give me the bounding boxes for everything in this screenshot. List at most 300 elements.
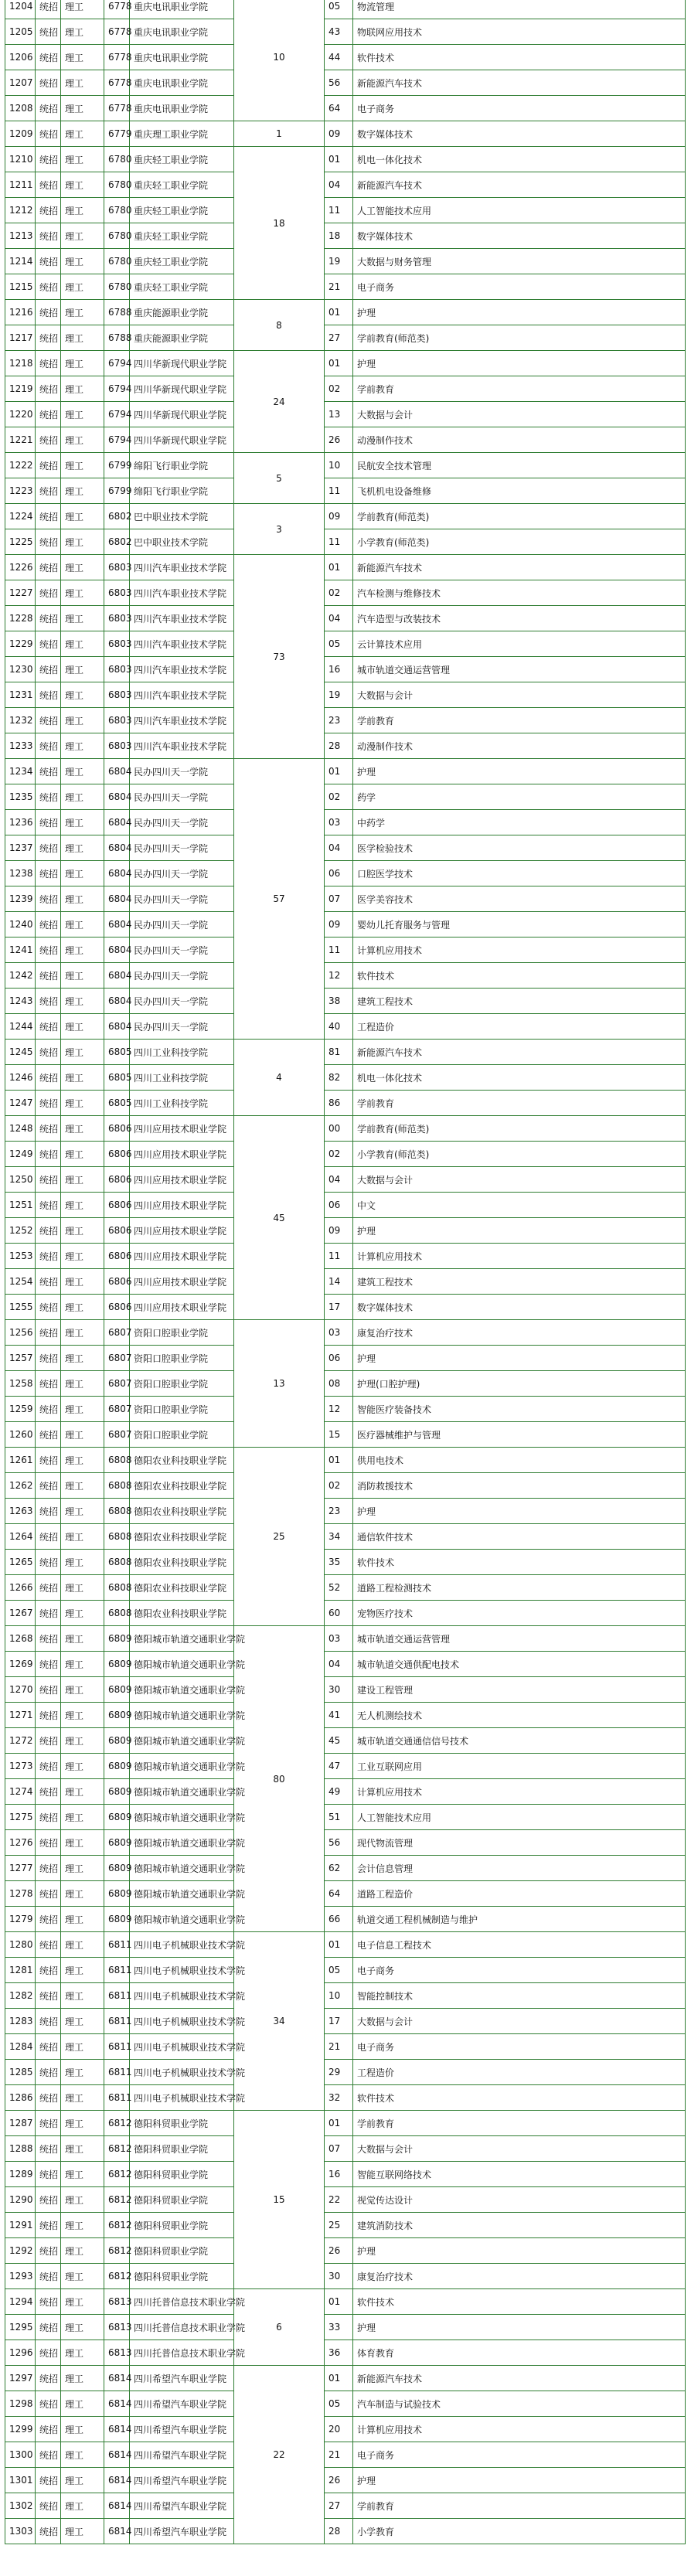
table-row	[5, 2493, 686, 2519]
batch-cell: 统招	[36, 1371, 61, 1397]
batch-cell: 统招	[36, 1601, 61, 1626]
school-name-cell: 四川应用技术职业学院	[130, 1116, 234, 1142]
major-name-cell: 城市轨道交通供配电技术	[353, 1652, 686, 1677]
school-name-cell: 重庆轻工职业学院	[130, 172, 234, 198]
major-code-cell: 02	[325, 580, 353, 606]
category-cell: 理工	[61, 2468, 104, 2493]
batch-cell: 统招	[36, 1040, 61, 1065]
table-row	[5, 427, 686, 453]
batch-cell: 统招	[36, 1397, 61, 1422]
batch-cell: 统招	[36, 1499, 61, 1524]
row-number-cell: 1282	[5, 1983, 36, 2009]
major-name-cell: 智能医疗装备技术	[353, 1397, 686, 1422]
school-code-cell: 6804	[104, 912, 130, 938]
row-number-cell: 1229	[5, 631, 36, 657]
plan-count-cell: 10	[234, 0, 325, 121]
major-name-cell: 护理	[353, 759, 686, 784]
major-code-cell: 56	[325, 1830, 353, 1856]
school-code-cell: 6804	[104, 861, 130, 886]
school-code-cell: 6803	[104, 555, 130, 580]
row-number-cell: 1206	[5, 45, 36, 70]
major-name-cell: 护理	[353, 1218, 686, 1244]
row-number-cell: 1275	[5, 1805, 36, 1830]
batch-cell: 统招	[36, 1728, 61, 1754]
batch-cell: 统招	[36, 453, 61, 478]
plan-count-cell: 45	[234, 1116, 325, 1320]
row-number-cell: 1290	[5, 2187, 36, 2213]
category-cell: 理工	[61, 45, 104, 70]
row-number-cell: 1279	[5, 1907, 36, 1932]
row-number-cell: 1276	[5, 1830, 36, 1856]
row-number-cell: 1245	[5, 1040, 36, 1065]
major-name-cell: 城市轨道交通运营管理	[353, 657, 686, 682]
school-code-cell: 6812	[104, 2162, 130, 2187]
school-name-cell: 四川华新现代职业学院	[130, 402, 234, 427]
row-number-cell: 1226	[5, 555, 36, 580]
school-name-cell: 四川汽车职业技术学院	[130, 606, 234, 631]
category-cell: 理工	[61, 657, 104, 682]
school-code-cell: 6780	[104, 172, 130, 198]
table-row	[5, 478, 686, 504]
school-code-cell: 6807	[104, 1422, 130, 1448]
row-number-cell: 1296	[5, 2340, 36, 2366]
school-code-cell: 6788	[104, 325, 130, 351]
batch-cell: 统招	[36, 1983, 61, 2009]
row-number-cell: 1217	[5, 325, 36, 351]
row-number-cell: 1288	[5, 2136, 36, 2162]
major-name-cell: 新能源汽车技术	[353, 1040, 686, 1065]
major-name-cell: 人工智能技术应用	[353, 1805, 686, 1830]
batch-cell: 统招	[36, 1677, 61, 1703]
row-number-cell: 1236	[5, 810, 36, 835]
major-code-cell: 36	[325, 2340, 353, 2366]
batch-cell: 统招	[36, 631, 61, 657]
row-number-cell: 1222	[5, 453, 36, 478]
table-row	[5, 2519, 686, 2544]
major-code-cell: 47	[325, 1754, 353, 1779]
batch-cell: 统招	[36, 733, 61, 759]
major-code-cell: 25	[325, 2213, 353, 2238]
category-cell: 理工	[61, 1473, 104, 1499]
row-number-cell: 1285	[5, 2060, 36, 2085]
school-code-cell: 6806	[104, 1116, 130, 1142]
major-name-cell: 学前教育	[353, 2493, 686, 2519]
category-cell: 理工	[61, 1448, 104, 1473]
major-code-cell: 21	[325, 274, 353, 300]
school-code-cell: 6814	[104, 2366, 130, 2391]
batch-cell: 统招	[36, 1524, 61, 1550]
category-cell: 理工	[61, 580, 104, 606]
category-cell: 理工	[61, 1499, 104, 1524]
major-name-cell: 大数据与会计	[353, 682, 686, 708]
school-name-cell: 四川汽车职业技术学院	[130, 657, 234, 682]
row-number-cell: 1253	[5, 1244, 36, 1269]
major-code-cell: 35	[325, 1550, 353, 1575]
row-number-cell: 1250	[5, 1167, 36, 1193]
major-code-cell: 29	[325, 2060, 353, 2085]
school-name-cell: 四川华新现代职业学院	[130, 427, 234, 453]
batch-cell: 统招	[36, 2213, 61, 2238]
table-row	[5, 1830, 686, 1856]
school-code-cell: 6780	[104, 223, 130, 249]
table-row	[5, 1932, 686, 1958]
school-name-cell: 资阳口腔职业学院	[130, 1346, 234, 1371]
major-code-cell: 01	[325, 555, 353, 580]
batch-cell: 统招	[36, 300, 61, 325]
major-code-cell: 22	[325, 2187, 353, 2213]
batch-cell: 统招	[36, 657, 61, 682]
school-code-cell: 6814	[104, 2468, 130, 2493]
school-code-cell: 6805	[104, 1091, 130, 1116]
category-cell: 理工	[61, 2442, 104, 2468]
category-cell: 理工	[61, 1830, 104, 1856]
major-code-cell: 06	[325, 1346, 353, 1371]
school-code-cell: 6812	[104, 2187, 130, 2213]
table-row	[5, 912, 686, 938]
major-name-cell: 供用电技术	[353, 1448, 686, 1473]
major-name-cell: 学前教育	[353, 376, 686, 402]
batch-cell: 统招	[36, 249, 61, 274]
table-row	[5, 2238, 686, 2264]
major-name-cell: 城市轨道交通运营管理	[353, 1626, 686, 1652]
school-code-cell: 6814	[104, 2519, 130, 2544]
major-name-cell: 智能互联网络技术	[353, 2162, 686, 2187]
batch-cell: 统招	[36, 1014, 61, 1040]
major-code-cell: 66	[325, 1907, 353, 1932]
batch-cell: 统招	[36, 478, 61, 504]
category-cell: 理工	[61, 1728, 104, 1754]
major-code-cell: 01	[325, 1932, 353, 1958]
school-code-cell: 6809	[104, 1703, 130, 1728]
school-name-cell: 四川托普信息技术职业学院	[130, 2289, 234, 2315]
batch-cell: 统招	[36, 1422, 61, 1448]
batch-cell: 统招	[36, 2315, 61, 2340]
school-name-cell: 德阳科贸职业学院	[130, 2264, 234, 2289]
major-code-cell: 64	[325, 96, 353, 121]
major-code-cell: 13	[325, 402, 353, 427]
major-name-cell: 汽车检测与维修技术	[353, 580, 686, 606]
table-row	[5, 1856, 686, 1881]
row-number-cell: 1230	[5, 657, 36, 682]
major-code-cell: 43	[325, 19, 353, 45]
school-name-cell: 四川希望汽车职业学院	[130, 2493, 234, 2519]
batch-cell: 统招	[36, 555, 61, 580]
batch-cell: 统招	[36, 2519, 61, 2544]
school-code-cell: 6811	[104, 2034, 130, 2060]
table-row	[5, 1116, 686, 1142]
major-code-cell: 18	[325, 223, 353, 249]
table-row	[5, 835, 686, 861]
major-name-cell: 电子商务	[353, 1958, 686, 1983]
school-name-cell: 四川希望汽车职业学院	[130, 2519, 234, 2544]
major-name-cell: 数字媒体技术	[353, 223, 686, 249]
row-number-cell: 1232	[5, 708, 36, 733]
batch-cell: 统招	[36, 2111, 61, 2136]
major-code-cell: 10	[325, 1983, 353, 2009]
school-name-cell: 德阳农业科技职业学院	[130, 1601, 234, 1626]
major-code-cell: 01	[325, 2289, 353, 2315]
batch-cell: 统招	[36, 504, 61, 529]
school-code-cell: 6807	[104, 1371, 130, 1397]
batch-cell: 统招	[36, 1932, 61, 1958]
table-row	[5, 989, 686, 1014]
major-name-cell: 小学教育	[353, 2519, 686, 2544]
school-name-cell: 德阳城市轨道交通职业学院	[130, 1652, 234, 1677]
category-cell: 理工	[61, 1218, 104, 1244]
school-code-cell: 6804	[104, 835, 130, 861]
major-code-cell: 17	[325, 1295, 353, 1320]
table-row	[5, 2417, 686, 2442]
major-name-cell: 大数据与会计	[353, 2136, 686, 2162]
row-number-cell: 1207	[5, 70, 36, 96]
batch-cell: 统招	[36, 938, 61, 963]
major-name-cell: 通信软件技术	[353, 1524, 686, 1550]
major-code-cell: 27	[325, 2493, 353, 2519]
row-number-cell: 1297	[5, 2366, 36, 2391]
row-number-cell: 1283	[5, 2009, 36, 2034]
major-code-cell: 03	[325, 810, 353, 835]
school-code-cell: 6803	[104, 733, 130, 759]
major-code-cell: 04	[325, 606, 353, 631]
major-code-cell: 40	[325, 1014, 353, 1040]
major-code-cell: 60	[325, 1601, 353, 1626]
major-code-cell: 28	[325, 2519, 353, 2544]
category-cell: 理工	[61, 2315, 104, 2340]
major-name-cell: 学前教育	[353, 2111, 686, 2136]
school-code-cell: 6778	[104, 96, 130, 121]
batch-cell: 统招	[36, 1116, 61, 1142]
category-cell: 理工	[61, 2519, 104, 2544]
school-name-cell: 四川汽车职业技术学院	[130, 580, 234, 606]
school-name-cell: 德阳城市轨道交通职业学院	[130, 1728, 234, 1754]
school-code-cell: 6814	[104, 2391, 130, 2417]
school-name-cell: 重庆能源职业学院	[130, 300, 234, 325]
batch-cell: 统招	[36, 1346, 61, 1371]
row-number-cell: 1237	[5, 835, 36, 861]
major-code-cell: 26	[325, 2238, 353, 2264]
major-name-cell: 护理	[353, 1499, 686, 1524]
major-code-cell: 07	[325, 2136, 353, 2162]
school-code-cell: 6808	[104, 1448, 130, 1473]
major-code-cell: 44	[325, 45, 353, 70]
row-number-cell: 1247	[5, 1091, 36, 1116]
row-number-cell: 1223	[5, 478, 36, 504]
table-row	[5, 810, 686, 835]
row-number-cell: 1225	[5, 529, 36, 555]
table-row	[5, 963, 686, 989]
major-name-cell: 工业互联网应用	[353, 1754, 686, 1779]
row-number-cell: 1300	[5, 2442, 36, 2468]
table-row	[5, 504, 686, 529]
table-row	[5, 1065, 686, 1091]
school-name-cell: 四川希望汽车职业学院	[130, 2391, 234, 2417]
row-number-cell: 1244	[5, 1014, 36, 1040]
row-number-cell: 1292	[5, 2238, 36, 2264]
batch-cell: 统招	[36, 2442, 61, 2468]
major-name-cell: 软件技术	[353, 963, 686, 989]
category-cell: 理工	[61, 733, 104, 759]
major-code-cell: 38	[325, 989, 353, 1014]
category-cell: 理工	[61, 529, 104, 555]
major-code-cell: 09	[325, 121, 353, 147]
table-row	[5, 1550, 686, 1575]
school-name-cell: 重庆能源职业学院	[130, 325, 234, 351]
school-name-cell: 重庆轻工职业学院	[130, 147, 234, 172]
major-code-cell: 03	[325, 1626, 353, 1652]
school-name-cell: 四川应用技术职业学院	[130, 1295, 234, 1320]
school-code-cell: 6809	[104, 1805, 130, 1830]
school-code-cell: 6808	[104, 1601, 130, 1626]
school-code-cell: 6778	[104, 19, 130, 45]
school-code-cell: 6803	[104, 580, 130, 606]
school-code-cell: 6806	[104, 1244, 130, 1269]
table-row	[5, 631, 686, 657]
table-row	[5, 2340, 686, 2366]
major-code-cell: 12	[325, 963, 353, 989]
batch-cell: 统招	[36, 1142, 61, 1167]
major-code-cell: 15	[325, 1422, 353, 1448]
row-number-cell: 1214	[5, 249, 36, 274]
batch-cell: 统招	[36, 2136, 61, 2162]
school-name-cell: 民办四川天一学院	[130, 1014, 234, 1040]
row-number-cell: 1298	[5, 2391, 36, 2417]
table-row	[5, 682, 686, 708]
school-code-cell: 6808	[104, 1473, 130, 1499]
major-code-cell: 14	[325, 1269, 353, 1295]
major-code-cell: 51	[325, 1805, 353, 1830]
row-number-cell: 1266	[5, 1575, 36, 1601]
row-number-cell: 1254	[5, 1269, 36, 1295]
category-cell: 理工	[61, 1014, 104, 1040]
school-code-cell: 6799	[104, 453, 130, 478]
row-number-cell: 1218	[5, 351, 36, 376]
row-number-cell: 1281	[5, 1958, 36, 1983]
school-name-cell: 德阳城市轨道交通职业学院	[130, 1907, 234, 1932]
school-name-cell: 四川应用技术职业学院	[130, 1142, 234, 1167]
row-number-cell: 1241	[5, 938, 36, 963]
major-name-cell: 建设工程管理	[353, 1677, 686, 1703]
major-name-cell: 护理	[353, 2238, 686, 2264]
school-code-cell: 6780	[104, 274, 130, 300]
school-name-cell: 四川华新现代职业学院	[130, 376, 234, 402]
school-name-cell: 民办四川天一学院	[130, 886, 234, 912]
school-code-cell: 6806	[104, 1218, 130, 1244]
school-code-cell: 6804	[104, 989, 130, 1014]
category-cell: 理工	[61, 1550, 104, 1575]
major-name-cell: 电子商务	[353, 2442, 686, 2468]
major-code-cell: 09	[325, 504, 353, 529]
category-cell: 理工	[61, 300, 104, 325]
major-name-cell: 建筑消防技术	[353, 2213, 686, 2238]
major-code-cell: 12	[325, 1397, 353, 1422]
major-name-cell: 动漫制作技术	[353, 733, 686, 759]
school-name-cell: 德阳农业科技职业学院	[130, 1499, 234, 1524]
major-code-cell: 30	[325, 2264, 353, 2289]
batch-cell: 统招	[36, 886, 61, 912]
row-number-cell: 1228	[5, 606, 36, 631]
batch-cell: 统招	[36, 708, 61, 733]
category-cell: 理工	[61, 631, 104, 657]
school-name-cell: 巴中职业技术学院	[130, 529, 234, 555]
batch-cell: 统招	[36, 402, 61, 427]
batch-cell: 统招	[36, 1856, 61, 1881]
batch-cell: 统招	[36, 96, 61, 121]
row-number-cell: 1259	[5, 1397, 36, 1422]
category-cell: 理工	[61, 886, 104, 912]
school-name-cell: 四川工业科技学院	[130, 1091, 234, 1116]
category-cell: 理工	[61, 402, 104, 427]
school-code-cell: 6804	[104, 963, 130, 989]
plan-count-cell: 73	[234, 555, 325, 759]
table-row	[5, 2264, 686, 2289]
row-number-cell: 1204	[5, 0, 36, 19]
school-name-cell: 四川电子机械职业技术学院	[130, 1932, 234, 1958]
school-name-cell: 民办四川天一学院	[130, 835, 234, 861]
plan-count-cell: 24	[234, 351, 325, 453]
major-code-cell: 52	[325, 1575, 353, 1601]
table-row	[5, 2468, 686, 2493]
major-name-cell: 药学	[353, 784, 686, 810]
table-row	[5, 2213, 686, 2238]
row-number-cell: 1302	[5, 2493, 36, 2519]
batch-cell: 统招	[36, 1091, 61, 1116]
category-cell: 理工	[61, 1805, 104, 1830]
batch-cell: 统招	[36, 2391, 61, 2417]
major-name-cell: 人工智能技术应用	[353, 198, 686, 223]
major-name-cell: 大数据与会计	[353, 1167, 686, 1193]
school-code-cell: 6803	[104, 606, 130, 631]
row-number-cell: 1278	[5, 1881, 36, 1907]
batch-cell: 统招	[36, 1830, 61, 1856]
school-name-cell: 四川应用技术职业学院	[130, 1167, 234, 1193]
table-row	[5, 45, 686, 70]
school-name-cell: 德阳科贸职业学院	[130, 2162, 234, 2187]
table-row	[5, 1040, 686, 1065]
category-cell: 理工	[61, 351, 104, 376]
school-name-cell: 德阳城市轨道交通职业学院	[130, 1805, 234, 1830]
school-code-cell: 6778	[104, 0, 130, 19]
school-name-cell: 德阳城市轨道交通职业学院	[130, 1703, 234, 1728]
batch-cell: 统招	[36, 1575, 61, 1601]
school-name-cell: 四川应用技术职业学院	[130, 1218, 234, 1244]
major-name-cell: 医学检验技术	[353, 835, 686, 861]
major-code-cell: 26	[325, 427, 353, 453]
school-code-cell: 6806	[104, 1193, 130, 1218]
row-number-cell: 1255	[5, 1295, 36, 1320]
major-code-cell: 09	[325, 912, 353, 938]
school-code-cell: 6811	[104, 1958, 130, 1983]
table-row	[5, 1167, 686, 1193]
school-code-cell: 6806	[104, 1295, 130, 1320]
row-number-cell: 1294	[5, 2289, 36, 2315]
major-code-cell: 86	[325, 1091, 353, 1116]
school-name-cell: 四川应用技术职业学院	[130, 1193, 234, 1218]
row-number-cell: 1242	[5, 963, 36, 989]
major-code-cell: 01	[325, 759, 353, 784]
school-name-cell: 德阳科贸职业学院	[130, 2238, 234, 2264]
major-name-cell: 大数据与会计	[353, 402, 686, 427]
major-name-cell: 学前教育(师范类)	[353, 325, 686, 351]
school-name-cell: 四川托普信息技术职业学院	[130, 2315, 234, 2340]
school-code-cell: 6811	[104, 1932, 130, 1958]
row-number-cell: 1258	[5, 1371, 36, 1397]
school-name-cell: 四川希望汽车职业学院	[130, 2366, 234, 2391]
major-name-cell: 道路工程造价	[353, 1881, 686, 1907]
batch-cell: 统招	[36, 2366, 61, 2391]
school-code-cell: 6809	[104, 1754, 130, 1779]
row-number-cell: 1257	[5, 1346, 36, 1371]
row-number-cell: 1303	[5, 2519, 36, 2544]
